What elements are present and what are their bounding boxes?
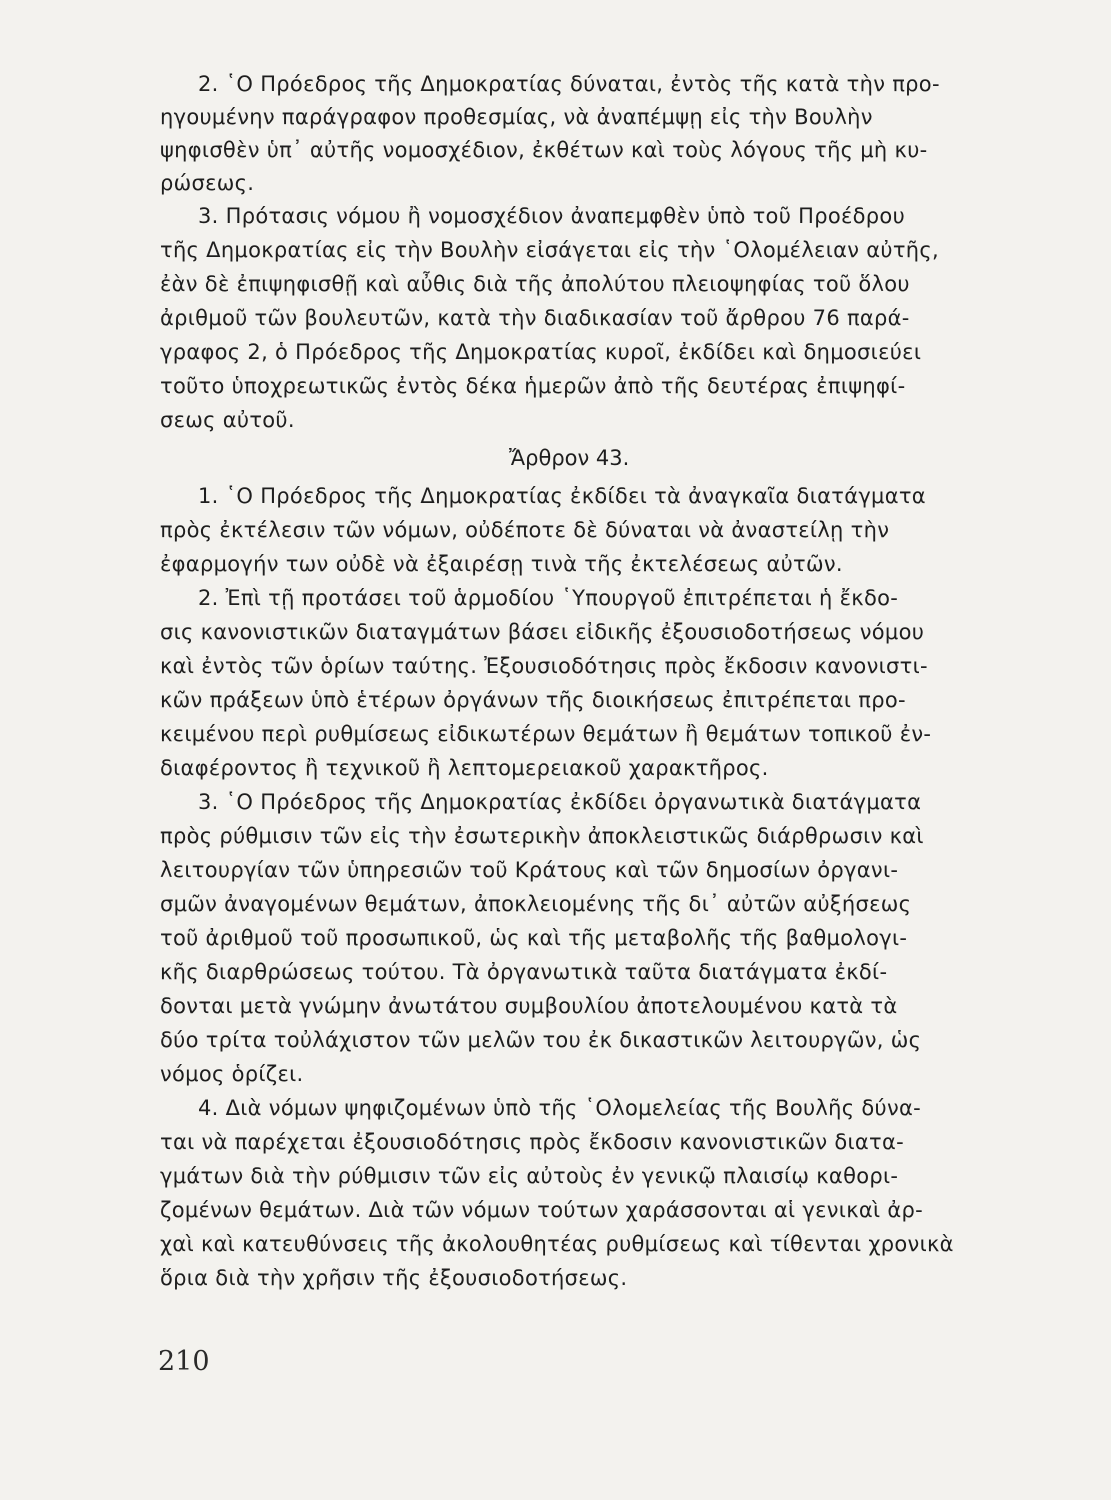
text-line: πρὸς ἐκτέλεσιν τῶν νόμων, οὐδέποτε δὲ δύναται νὰ ἀναστείλῃ τὴν [160, 518, 890, 542]
text-line: ρώσεως. [160, 171, 255, 195]
page-number: 210 [158, 1346, 210, 1377]
text-line: λειτουργίαν τῶν ὑπηρεσιῶν τοῦ Κράτους καὶ τῶν δημοσίων ὀργανι- [160, 858, 899, 882]
text-line: τοῦτο ὑποχρεωτικῶς ἐντὸς δέκα ἡμερῶν ἀπὸ τῆς δευτέρας ἐπιψηφί- [160, 374, 906, 398]
text-line: σις κανονιστικῶν διαταγμάτων βάσει εἰδικῆς ἐξουσιοδοτήσεως νόμου [160, 620, 925, 644]
text-line: ηγουμένην παράγραφον προθεσμίας, νὰ ἀναπέμψῃ εἰς τὴν Βουλὴν [160, 105, 873, 129]
text-line: ἀριθμοῦ τῶν βουλευτῶν, κατὰ τὴν διαδικασίαν τοῦ ἄρθρου 76 παρά- [160, 306, 910, 330]
text-line: ἐφαρμογήν των οὐδὲ νὰ ἐξαιρέσῃ τινὰ τῆς ἐκτελέσεως αὐτῶν. [160, 552, 843, 576]
text-line: γμάτων διὰ τὴν ρύθμισιν τῶν εἰς αὐτοὺς ἐν γενικῷ πλαισίῳ καθορι- [160, 1164, 899, 1188]
text-line: τοῦ ἀριθμοῦ τοῦ προσωπικοῦ, ὡς καὶ τῆς μεταβολῆς τῆς βαθμολογι- [160, 926, 908, 950]
text-line: 1. ῾Ο Πρόεδρος τῆς Δημοκρατίας ἐκδίδει τὰ ἀναγκαῖα διατάγματα [198, 484, 926, 508]
text-line: 4. Διὰ νόμων ψηφιζομένων ὑπὸ τῆς ῾Ολομελείας τῆς Βουλῆς δύνα- [198, 1096, 922, 1120]
text-line: σεως αὐτοῦ. [160, 408, 295, 432]
text-line: δύο τρίτα τοὐλάχιστον τῶν μελῶν του ἐκ δικαστικῶν λειτουργῶν, ὡς [160, 1028, 922, 1052]
text-line: νόμος ὁρίζει. [160, 1062, 304, 1086]
text-line: κῆς διαρθρώσεως τούτου. Τὰ ὀργανωτικὰ ταῦτα διατάγματα ἐκδί- [160, 960, 888, 984]
text-line: καὶ ἐντὸς τῶν ὁρίων ταύτης. Ἐξουσιοδότησις πρὸς ἔκδοσιν κανονιστι- [160, 654, 928, 678]
text-line: ψηφισθὲν ὑπ᾿ αὐτῆς νομοσχέδιον, ἐκθέτων καὶ τοὺς λόγους τῆς μὴ κυ- [160, 138, 928, 162]
text-line: γραφος 2, ὁ Πρόεδρος τῆς Δημοκρατίας κυροῖ, ἐκδίδει καὶ δημοσιεύει [160, 340, 922, 364]
article-heading: Ἄρθρον 43. [509, 446, 630, 470]
text-line: σμῶν ἀναγομένων θεμάτων, ἀποκλειομένης τῆς δι᾿ αὐτῶν αὐξήσεως [160, 892, 912, 916]
text-line: ται νὰ παρέχεται ἐξουσιοδότησις πρὸς ἔκδοσιν κανονιστικῶν διατα- [160, 1130, 905, 1154]
text-line: κειμένου περὶ ρυθμίσεως εἰδικωτέρων θεμάτων ἢ θεμάτων τοπικοῦ ἐν- [160, 722, 932, 746]
text-line: ἐὰν δὲ ἐπιψηφισθῇ καὶ αὖθις διὰ τῆς ἀπολύτου πλειοψηφίας τοῦ ὅλου [160, 272, 910, 296]
text-line: χαὶ καὶ κατευθύνσεις τῆς ἀκολουθητέας ρυθμίσεως καὶ τίθενται χρονικὰ [160, 1232, 954, 1256]
text-line: 2. ῾Ο Πρόεδρος τῆς Δημοκρατίας δύναται, ἐντὸς τῆς κατὰ τὴν προ- [198, 72, 940, 96]
text-line: 3. ῾Ο Πρόεδρος τῆς Δημοκρατίας ἐκδίδει ὀργανωτικὰ διατάγματα [198, 790, 922, 814]
text-line: τῆς Δημοκρατίας εἰς τὴν Βουλὴν εἰσάγεται εἰς τὴν ῾Ολομέλειαν αὐτῆς, [160, 238, 940, 262]
text-line: ζομένων θεμάτων. Διὰ τῶν νόμων τούτων χαράσσονται αἱ γενικαὶ ἀρ- [160, 1198, 924, 1222]
text-line: 2. Ἐπὶ τῇ προτάσει τοῦ ἁρμοδίου ῾Υπουργοῦ ἐπιτρέπεται ἡ ἔκδο- [198, 586, 899, 610]
text-line: πρὸς ρύθμισιν τῶν εἰς τὴν ἐσωτερικὴν ἀποκλειστικῶς διάρθρωσιν καὶ [160, 824, 924, 848]
text-line: δονται μετὰ γνώμην ἀνωτάτου συμβουλίου ἀποτελουμένου κατὰ τὰ [160, 994, 898, 1018]
text-line: ὅρια διὰ τὴν χρῆσιν τῆς ἐξουσιοδοτήσεως. [160, 1266, 628, 1290]
text-line: διαφέροντος ἢ τεχνικοῦ ἢ λεπτομερειακοῦ χαρακτῆρος. [160, 756, 769, 780]
text-line: κῶν πράξεων ὑπὸ ἑτέρων ὀργάνων τῆς διοικήσεως ἐπιτρέπεται προ- [160, 688, 906, 712]
text-line: 3. Πρότασις νόμου ἢ νομοσχέδιον ἀναπεμφθὲν ὑπὸ τοῦ Προέδρου [198, 204, 906, 228]
